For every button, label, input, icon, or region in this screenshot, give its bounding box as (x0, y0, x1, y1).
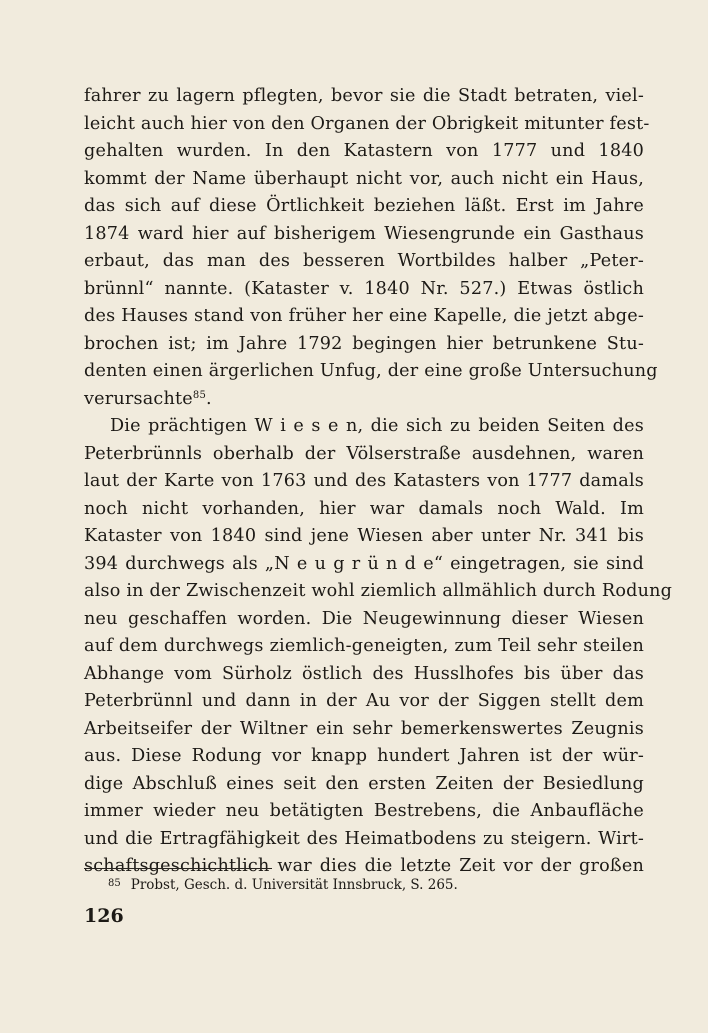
paragraph-end-text: verursachte (84, 388, 193, 409)
text-line-27: immer wieder neu betätigten Bestrebens, die Anbaufläche (84, 801, 644, 821)
footnote (108, 874, 458, 895)
text-line-24: Arbeitseifer der Wiltner ein sehr bemerkenswertes Zeugnis (84, 718, 644, 739)
text-line-21: auf dem durchwegs ziemlich-geneigten, zum Teil sehr steilen (84, 636, 644, 656)
text-line-10: brochen ist; im Jahre 1792 begingen hier betrunkene Stu- (84, 333, 644, 354)
text-line-4: kommt der Name überhaupt nicht vor, auch nicht ein Haus, (84, 168, 644, 189)
text-line-13: Die prächtigen W i e s e n, die sich zu beiden Seiten des (110, 416, 644, 436)
text-line-19: also in der Zwischenzeit wohl ziemlich allmählich durch Rodung (84, 581, 673, 601)
text-line-15: laut der Karte von 1763 und des Katasters von 1777 damals (84, 471, 644, 491)
text-line-25: aus. Diese Rodung vor knapp hundert Jahren ist der wür- (84, 746, 644, 766)
text-line-12 (84, 386, 644, 414)
text-line-18: 394 durchwegs als „N e u g r ü n d e“ eingetragen, sie sind (84, 553, 644, 574)
text-line-17: Kataster von 1840 sind jene Wiesen aber unter Nr. 341 bis (84, 526, 644, 546)
text-line-9: des Hauses stand von früher her eine Kapelle, die jetzt abge- (84, 306, 644, 326)
text-line-26: dige Abschluß eines seit den ersten Zeiten der Besiedlung (84, 773, 644, 794)
text-line-20: neu geschaffen worden. Die Neugewinnung dieser Wiesen (84, 608, 644, 629)
body-text (84, 83, 673, 881)
text-line-22: Abhange vom Sürholz östlich des Husslhofes bis über das (84, 663, 644, 684)
text-line-29: schaftsgeschichtlich war dies die letzte Zeit vor der großen (84, 856, 644, 876)
text-line-6: 1874 ward hier auf bisherigem Wiesengrunde ein Gasthaus (84, 223, 644, 244)
text-line-2: leicht auch hier von den Organen der Obrigkeit mitunter fest- (84, 113, 650, 134)
text-line-3: gehalten wurden. In den Katastern von 1777 und 1840 (84, 141, 644, 161)
text-line-14: Peterbrünnls oberhalb der Völserstraße ausdehnen, waren (84, 443, 644, 464)
text-line-5: das sich auf diese Örtlichkeit beziehen läßt. Erst im Jahre (84, 196, 644, 216)
footnote-divider (84, 868, 272, 869)
page-number: 126 (84, 905, 124, 927)
footnote-text: Probst, Gesch. d. Universität Innsbruck, S. 265. (130, 877, 458, 893)
text-line-1: fahrer zu lagern pflegten, bevor sie die Stadt betraten, viel- (84, 86, 644, 106)
text-line-16: noch nicht vorhanden, hier war damals noch Wald. Im (84, 498, 644, 519)
paragraph-end-period: . (206, 388, 212, 409)
text-line-23: Peterbrünnl und dann in der Au vor der Siggen stellt dem (84, 691, 644, 711)
text-line-28: und die Ertragfähigkeit des Heimatbodens zu steigern. Wirt- (84, 828, 644, 849)
footnote-number: 85 (108, 878, 121, 889)
text-line-11: denten einen ärgerlichen Unfug, der eine große Untersuchung (84, 361, 658, 381)
text-line-7: erbaut, das man des besseren Wortbildes halber „Peter- (84, 251, 644, 271)
text-line-8: brünnl“ nannte. (Kataster v. 1840 Nr. 527.) Etwas östlich (84, 278, 644, 299)
footnote-reference: 85 (192, 389, 207, 401)
